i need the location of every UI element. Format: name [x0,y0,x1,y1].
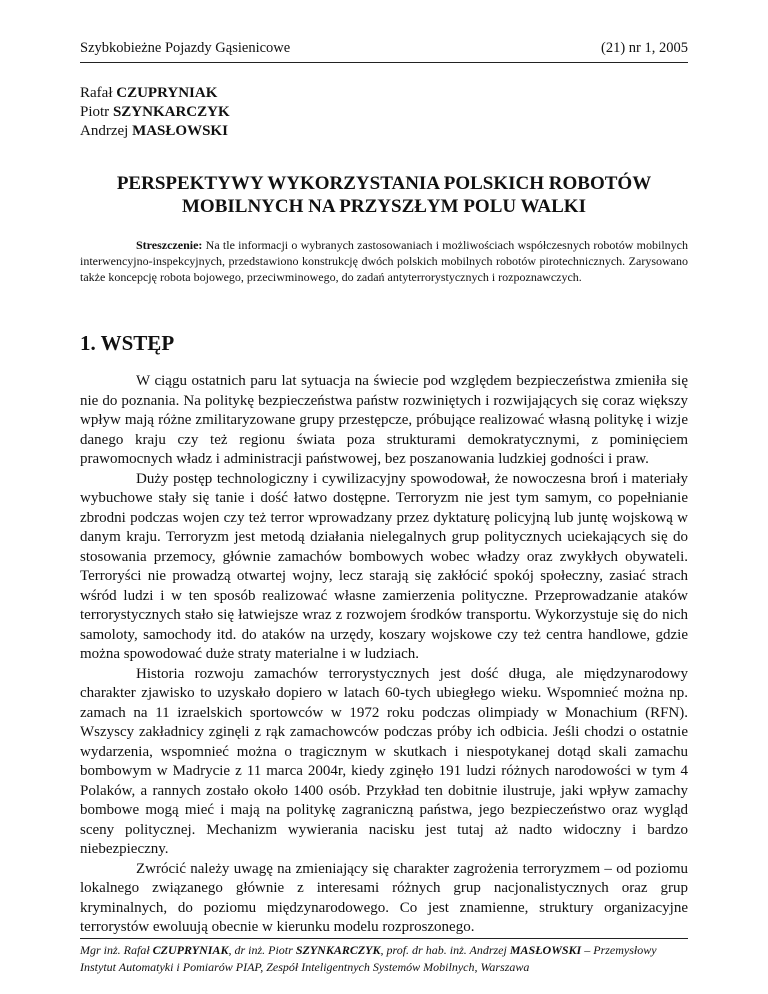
abstract-text: Na tle informacji o wybranych zastosowaniach i możliwościach współczesnych robotów mobilnych interwencyjno-inspekcyjnych, przedstawiono konstrukcję dwóch polskich mobilnych robotów pirotechnicznych. Zarysowano także koncepcję robota bojowego, przeciwminowego, do zadań antyterrorystycznych i rozpoznawczych. [80,238,688,284]
paragraph-3: Historia rozwoju zamachów terrorystycznych jest dość długa, ale międzynarodowy charakter zjawisko to uzyskało dopiero w latach 60-tych ubiegłego wieku. Wspomnieć można np. zamach na 11 izraelskich sportowców w 1972 roku podczas olimpiady w Monachium (RFN). Wszyscy zakładnicy zginęli z rąk zamachowców podczas próby ich odbicia. Jeśli chodzi o ostatnie wydarzenia, wspomnieć można o tragicznym w skutkach i niespotykanej dotąd skali zamachu bombowym w Madrycie z 11 marca 2004r, kiedy zginęło 191 ludzi różnych narodowości w tym 4 Polaków, a rannych zostało około 1400 osób. Przykład ten dobitnie ilustruje, jaki wpływ zamachy bombowe mogą mieć i mają na politykę zagraniczną państwa, jego bezpieczeństwo oraz wygląd sceny politycznej. Mechanizm wywierania nacisku jest tutaj aż nadto widoczny i bardzo niebezpieczny. [80,665,688,857]
abstract-label: Streszczenie: [136,238,203,252]
author-affiliation-footnote: Mgr inż. Rafał CZUPRYNIAK, dr inż. Piotr SZYNKARCZYK, prof. dr hab. inż. Andrzej MASŁOWSKI – Przemysłowy Instytut Automatyki i Pomiarów PIAP, Zespół Inteligentnych Systemów Mobilnych, Warszawa [80,943,657,974]
section-heading: 1. WSTĘP [80,331,175,355]
title-line-1: PERSPEKTYWY WYKORZYSTANIA POLSKICH ROBOTÓW [116,173,652,194]
abstract [80,237,688,285]
footnote-rule [80,938,688,939]
body-text [80,372,688,938]
journal-name: Szybkobieżne Pojazdy Gąsienicowe [80,40,291,56]
author-3: Andrzej MASŁOWSKI [80,123,228,139]
paper-title [80,172,688,218]
author-1: Rafał CZUPRYNIAK [80,85,218,101]
paragraph-1: W ciągu ostatnich paru lat sytuacja na świecie pod względem bezpieczeństwa zmieniła się nie do poznania. Na politykę bezpieczeństwa państw rozwiniętych i rozwijających się coraz większy wpływ mają różne zmilitaryzowane grupy przestępcze, próbujące realizować własną politykę i wizje danego kraju czy też regionu świata poza strukturami demokratycznymi, z pominięciem prawomocnych władz i administracji państwowej, bez poszanowania ludzkiej godności i praw. [80,373,688,467]
paragraph-2: Duży postęp technologiczny i cywilizacyjny spowodował, że nowoczesna broń i materiały wybuchowe stały się tanie i dość łatwo dostępne. Terroryzm nie jest tym samym, co popełnianie zbrodni podczas wojen czy też terror wprowadzany przez dyktaturę policyjną lub juntę wojskową w danym kraju. Terroryzm jest metodą działania nielegalnych grup politycznych uciekających się do stosowania przemocy, głównie zamachów bombowych wobec władzy oraz zwykłych obywateli. Terroryści nie prowadzą otwartej wojny, lecz starają się zakłócić spokój społeczny, zasiać strach wśród ludzi i w ten sposób realizować własne zamierzenia polityczne. Przeprowadzanie ataków terrorystycznych stało się łatwiejsze wraz z rozwojem środków transportu. Wykorzystuje się do nich samoloty, samochody itd. do ataków na urzędy, koszary wojskowe czy też centra handlowe, gdzie można spowodować duże straty materialne i w ludziach. [80,470,688,662]
issue-number: (21) nr 1, 2005 [601,40,688,56]
author-list [80,84,688,141]
author-2: Piotr SZYNKARCZYK [80,104,230,120]
paragraph-4: Zwrócić należy uwagę na zmieniający się charakter zagrożenia terroryzmem – od poziomu lokalnego związanego głównie z interesami różnych grup nacjonalistycznych oraz grup kryminalnych, do poziomu międzynarodowego. Co jest znamienne, struktury organizacyjne terrorystów ewoluują obecnie w kierunku modelu rozproszonego. [80,860,688,935]
title-line-2: MOBILNYCH NA PRZYSZŁYM POLU WALKI [182,196,586,217]
running-header [80,38,688,58]
header-rule [80,62,688,63]
